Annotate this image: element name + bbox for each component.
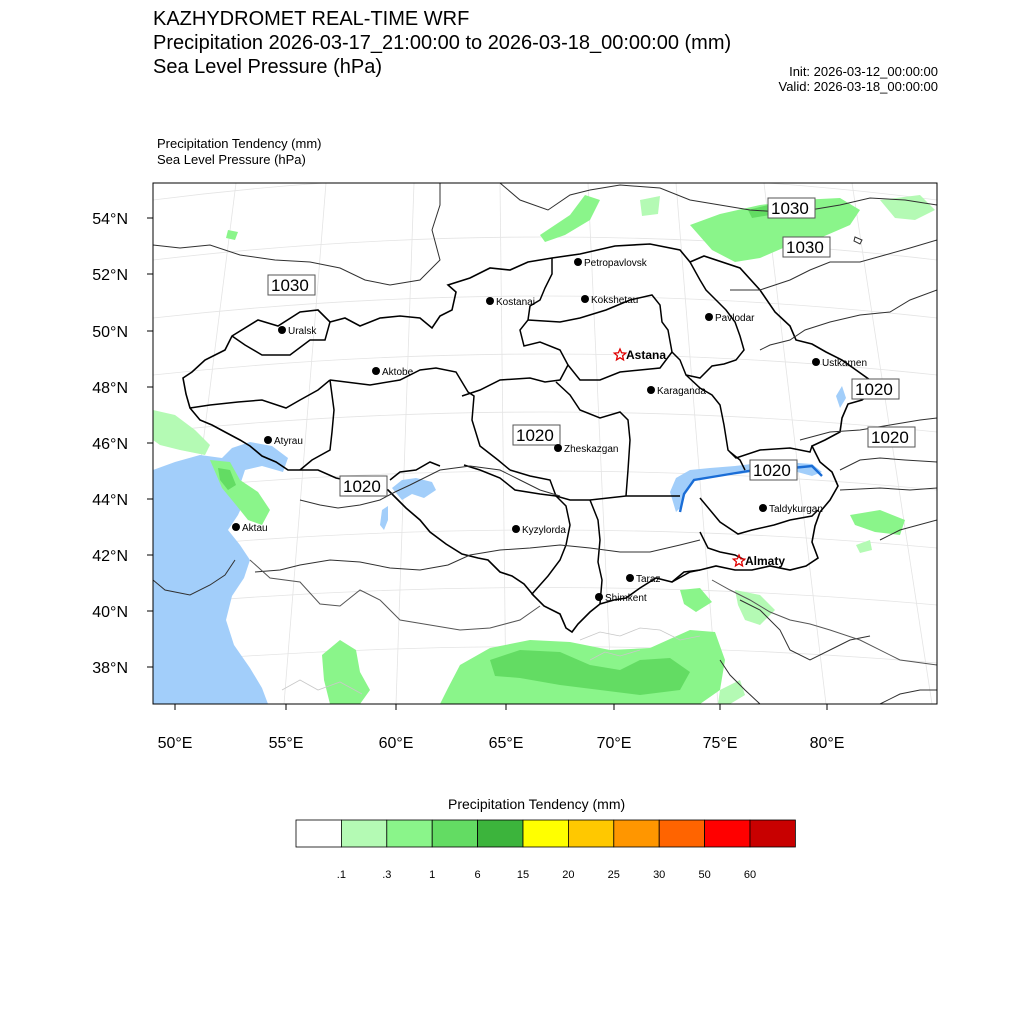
city-label: Ustkamen — [822, 358, 868, 369]
city-dot-icon — [626, 574, 634, 582]
colorbar-title: Precipitation Tendency (mm) — [448, 796, 626, 812]
isobar-label — [768, 198, 815, 218]
city-dot-icon — [264, 436, 272, 444]
city-dot-icon — [581, 295, 589, 303]
city-petropavlovsk — [574, 258, 648, 269]
svg-text:1020: 1020 — [871, 428, 909, 447]
city-label: Pavlodar — [715, 313, 755, 324]
title-line-2: Precipitation 2026-03-17_21:00:00 to 2026-03-18_00:00:00 (mm) — [153, 32, 732, 54]
svg-text:1030: 1030 — [771, 199, 809, 218]
colorbar-swatch — [387, 820, 432, 847]
lon-label: 80°E — [809, 735, 845, 752]
city-taldykurgan — [759, 504, 823, 515]
colorbar-tick-label: .1 — [336, 869, 346, 881]
city-label: Aktobe — [382, 367, 414, 378]
city-almaty — [733, 554, 785, 568]
city-label: Petropavlovsk — [584, 258, 647, 269]
city-label: Kokshetau — [591, 295, 639, 306]
lon-label: 50°E — [157, 735, 193, 752]
lon-ticks — [175, 704, 827, 710]
colorbar-tick-label: 15 — [516, 869, 530, 881]
city-label: Almaty — [745, 554, 786, 568]
city-label: Uralsk — [288, 326, 317, 337]
lon-label: 65°E — [488, 735, 524, 752]
colorbar-tick-label: 6 — [474, 869, 481, 881]
city-label: Kostanai — [496, 297, 535, 308]
colorbar-tick-label: 60 — [743, 869, 757, 881]
aral-sea — [392, 478, 436, 500]
svg-text:1020: 1020 — [753, 461, 791, 480]
city-karaganda — [647, 386, 706, 397]
capital-star-icon — [733, 555, 744, 566]
city-kyzylorda — [512, 525, 566, 536]
city-kostanai — [486, 297, 535, 308]
city-aktobe — [372, 367, 414, 378]
svg-text:1030: 1030 — [786, 238, 824, 257]
colorbar-tick-label: 1 — [429, 869, 436, 881]
colorbar-swatch — [705, 820, 750, 847]
colorbar-swatch — [341, 820, 386, 847]
colorbar-swatch — [659, 820, 704, 847]
lon-label: 55°E — [268, 735, 304, 752]
lat-label: 54°N — [92, 211, 128, 228]
lat-label: 50°N — [92, 324, 128, 341]
city-label: Taldykurgan — [769, 504, 823, 515]
city-dot-icon — [574, 258, 582, 266]
city-shimkent — [595, 593, 647, 604]
lat-label: 52°N — [92, 267, 128, 284]
colorbar-swatch — [750, 820, 795, 847]
colorbar-swatch — [296, 820, 341, 847]
lat-label: 42°N — [92, 548, 128, 565]
city-dot-icon — [486, 297, 494, 305]
city-dot-icon — [232, 523, 240, 531]
lon-label: 70°E — [596, 735, 632, 752]
lat-labels — [92, 211, 128, 677]
city-ustkamen — [812, 358, 867, 369]
city-label: Atyrau — [274, 436, 303, 447]
city-pavlodar — [705, 313, 755, 324]
colorbar-swatch — [523, 820, 568, 847]
lon-label: 75°E — [702, 735, 738, 752]
city-dot-icon — [705, 313, 713, 321]
colorbar-tick-label: .3 — [382, 869, 392, 881]
city-label: Astana — [626, 348, 667, 362]
lat-label: 48°N — [92, 380, 128, 397]
isobar-label — [750, 460, 797, 480]
init-time: Init: 2026-03-12_00:00:00 — [789, 64, 938, 79]
lat-label: 44°N — [92, 492, 128, 509]
colorbar-swatch — [568, 820, 613, 847]
city-zheskazgan — [554, 444, 618, 455]
isobar-label — [868, 427, 915, 447]
title-line-1: KAZHYDROMET REAL-TIME WRF — [153, 8, 470, 30]
city-label: Kyzylorda — [522, 525, 566, 536]
city-dot-icon — [278, 326, 286, 334]
svg-text:1020: 1020 — [343, 477, 381, 496]
city-aktau — [232, 523, 268, 534]
lat-label: 46°N — [92, 436, 128, 453]
lat-ticks — [147, 218, 153, 667]
colorbar — [296, 820, 795, 847]
city-label: Shimkent — [605, 593, 647, 604]
city-dot-icon — [372, 367, 380, 375]
isobar-label — [340, 476, 387, 496]
city-dot-icon — [759, 504, 767, 512]
isobar-label — [513, 425, 560, 445]
city-dot-icon — [512, 525, 520, 533]
colorbar-tick-label: 20 — [562, 869, 575, 881]
lat-label: 40°N — [92, 604, 128, 621]
subtitle-precip: Precipitation Tendency (mm) — [157, 136, 322, 151]
isobar-label — [852, 379, 899, 399]
city-dot-icon — [595, 593, 603, 601]
svg-text:1030: 1030 — [271, 276, 309, 295]
city-label: Karaganda — [657, 386, 706, 397]
isobar-label — [268, 275, 315, 295]
colorbar-swatch — [432, 820, 477, 847]
title-line-3: Sea Level Pressure (hPa) — [153, 56, 383, 78]
city-label: Aktau — [242, 523, 268, 534]
zaysan-lake — [836, 386, 846, 408]
colorbar-swatch — [614, 820, 659, 847]
isobar-label — [783, 237, 830, 257]
city-uralsk — [278, 326, 317, 337]
city-label: Taraz — [636, 574, 661, 585]
city-taraz — [626, 574, 660, 585]
valid-time: Valid: 2026-03-18_00:00:00 — [778, 79, 938, 94]
city-dot-icon — [647, 386, 655, 394]
lat-label: 38°N — [92, 660, 128, 677]
city-dot-icon — [812, 358, 820, 366]
aral-sea-west — [380, 506, 388, 530]
svg-text:1020: 1020 — [516, 426, 554, 445]
svg-text:1020: 1020 — [855, 380, 893, 399]
colorbar-swatch — [478, 820, 523, 847]
colorbar-ticks — [337, 869, 756, 881]
subtitle-slp: Sea Level Pressure (hPa) — [157, 152, 306, 167]
city-atyrau — [264, 436, 303, 447]
colorbar-tick-label: 50 — [698, 869, 711, 881]
colorbar-tick-label: 30 — [653, 869, 666, 881]
city-label: Zheskazgan — [564, 444, 619, 455]
city-dot-icon — [554, 444, 562, 452]
lon-labels — [158, 735, 845, 752]
colorbar-tick-label: 25 — [607, 869, 620, 881]
lon-label: 60°E — [378, 735, 414, 752]
